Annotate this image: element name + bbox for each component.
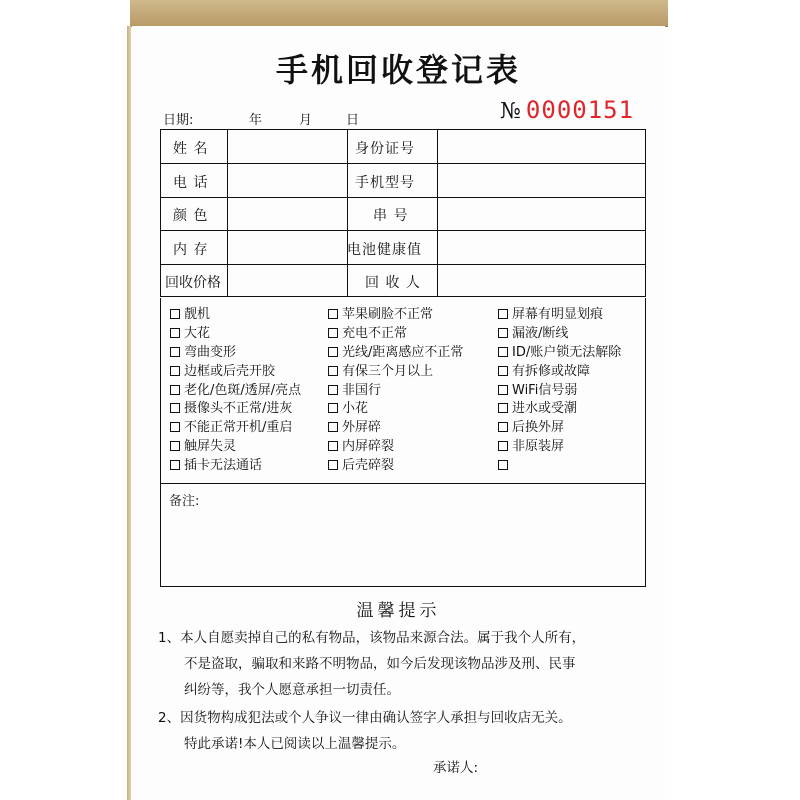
checkbox[interactable] [498, 347, 508, 357]
checkbox[interactable] [498, 422, 508, 432]
check-item[interactable]: 边框或后壳开胶 [170, 363, 301, 382]
checkbox[interactable] [170, 460, 180, 470]
check-item[interactable]: WiFi信号弱 [498, 382, 621, 401]
checkbox[interactable] [328, 403, 338, 413]
notice-line-4: 2、因货物构成犯法或个人争议一律由确认签字人承担与回收店无关。 [158, 710, 572, 726]
checkbox[interactable] [170, 328, 180, 338]
notice-line-3: 纠纷等，我个人愿意承担一切责任。 [184, 682, 400, 698]
check-item[interactable]: 插卡无法通话 [170, 457, 301, 476]
checkbox[interactable] [498, 460, 508, 470]
collector-label: 回 收 人 [365, 275, 421, 291]
checkbox[interactable] [170, 385, 180, 395]
check-item[interactable]: 靓机 [170, 306, 301, 325]
checkbox[interactable] [170, 366, 180, 376]
check-item[interactable]: 触屏失灵 [170, 438, 301, 457]
pad-spine [127, 26, 131, 800]
color-label: 颜 色 [173, 208, 209, 224]
info-table [160, 129, 646, 297]
phone-label: 电 话 [173, 175, 209, 191]
row-divider [161, 264, 645, 265]
checkbox[interactable] [328, 347, 338, 357]
remarks-box[interactable] [160, 483, 646, 587]
battery-health-label: 电池健康值 [347, 242, 422, 258]
row-divider [161, 163, 645, 164]
price-label: 回收价格 [165, 275, 221, 291]
check-item[interactable]: 后换外屏 [498, 419, 621, 438]
check-item[interactable]: 充电不正常 [328, 325, 463, 344]
check-item[interactable]: 大花 [170, 325, 301, 344]
pad-binding-strip [130, 0, 668, 27]
notice-title: 温馨提示 [356, 601, 441, 621]
checkbox[interactable] [498, 385, 508, 395]
checkbox[interactable] [170, 403, 180, 413]
name-label: 姓 名 [173, 141, 209, 157]
col-divider [437, 130, 438, 296]
check-item[interactable]: 非国行 [328, 382, 463, 401]
date-month-label: 月 [299, 113, 313, 128]
check-item[interactable]: 苹果刷脸不正常 [328, 306, 463, 325]
checkbox[interactable] [328, 460, 338, 470]
checkbox[interactable] [498, 366, 508, 376]
row-divider [161, 230, 645, 231]
check-item[interactable]: 非原装屏 [498, 438, 621, 457]
remarks-label: 备注: [169, 494, 200, 509]
checkbox[interactable] [498, 309, 508, 319]
check-item[interactable]: 光线/距离感应不正常 [328, 344, 463, 363]
check-item[interactable]: 外屏碎 [328, 419, 463, 438]
serial-prefix: № [500, 99, 521, 124]
checkbox[interactable] [498, 441, 508, 451]
date-label: 日期: [163, 113, 194, 128]
checkbox[interactable] [170, 441, 180, 451]
checklist-column-1 [170, 306, 301, 476]
checkbox[interactable] [170, 309, 180, 319]
checkbox[interactable] [328, 422, 338, 432]
checkbox[interactable] [498, 328, 508, 338]
checkbox[interactable] [328, 385, 338, 395]
checklist-column-3 [498, 306, 621, 476]
check-item[interactable]: 进水或受潮 [498, 400, 621, 419]
check-item[interactable] [498, 457, 621, 476]
check-item[interactable]: ID/账户锁无法解除 [498, 344, 621, 363]
notice-line-2: 不是盗取，骗取和来路不明物品，如今后发现该物品涉及刑、民事 [184, 656, 576, 672]
check-item[interactable]: 弯曲变形 [170, 344, 301, 363]
checkbox[interactable] [328, 366, 338, 376]
checkbox[interactable] [498, 403, 508, 413]
signer-label: 承诺人: [433, 760, 479, 776]
form-title: 手机回收登记表 [275, 51, 521, 89]
notice-line-1: 1、本人自愿卖掉自己的私有物品，该物品来源合法。属于我个人所有， [158, 630, 586, 646]
checkbox[interactable] [170, 347, 180, 357]
check-item[interactable]: 有拆修或故障 [498, 363, 621, 382]
date-year-label: 年 [249, 113, 263, 128]
check-item[interactable]: 内屏碎裂 [328, 438, 463, 457]
phone-model-label: 手机型号 [355, 175, 415, 191]
condition-checklist [160, 298, 646, 483]
serial-value: 0000151 [525, 96, 635, 124]
checkbox[interactable] [170, 422, 180, 432]
row-divider [161, 197, 645, 198]
col-divider [227, 130, 228, 296]
check-item[interactable]: 老化/色斑/透屏/亮点 [170, 382, 301, 401]
notice-line-5: 特此承诺!本人已阅读以上温馨提示。 [184, 736, 406, 752]
id-number-label: 身份证号 [355, 141, 415, 157]
serial-number [500, 96, 634, 124]
check-item[interactable]: 小花 [328, 400, 463, 419]
check-item[interactable]: 有保三个月以上 [328, 363, 463, 382]
checkbox[interactable] [328, 441, 338, 451]
checkbox[interactable] [328, 309, 338, 319]
check-item[interactable]: 屏幕有明显划痕 [498, 306, 621, 325]
col-divider [347, 130, 348, 296]
checklist-column-2 [328, 306, 463, 476]
check-item[interactable]: 后壳碎裂 [328, 457, 463, 476]
checkbox[interactable] [328, 328, 338, 338]
serial-no-label: 串 号 [373, 208, 409, 224]
storage-label: 内 存 [173, 242, 209, 258]
date-day-label: 日 [346, 113, 360, 128]
check-item[interactable]: 漏液/断线 [498, 325, 621, 344]
check-item[interactable]: 不能正常开机/重启 [170, 419, 301, 438]
check-item[interactable]: 摄像头不正常/进灰 [170, 400, 301, 419]
